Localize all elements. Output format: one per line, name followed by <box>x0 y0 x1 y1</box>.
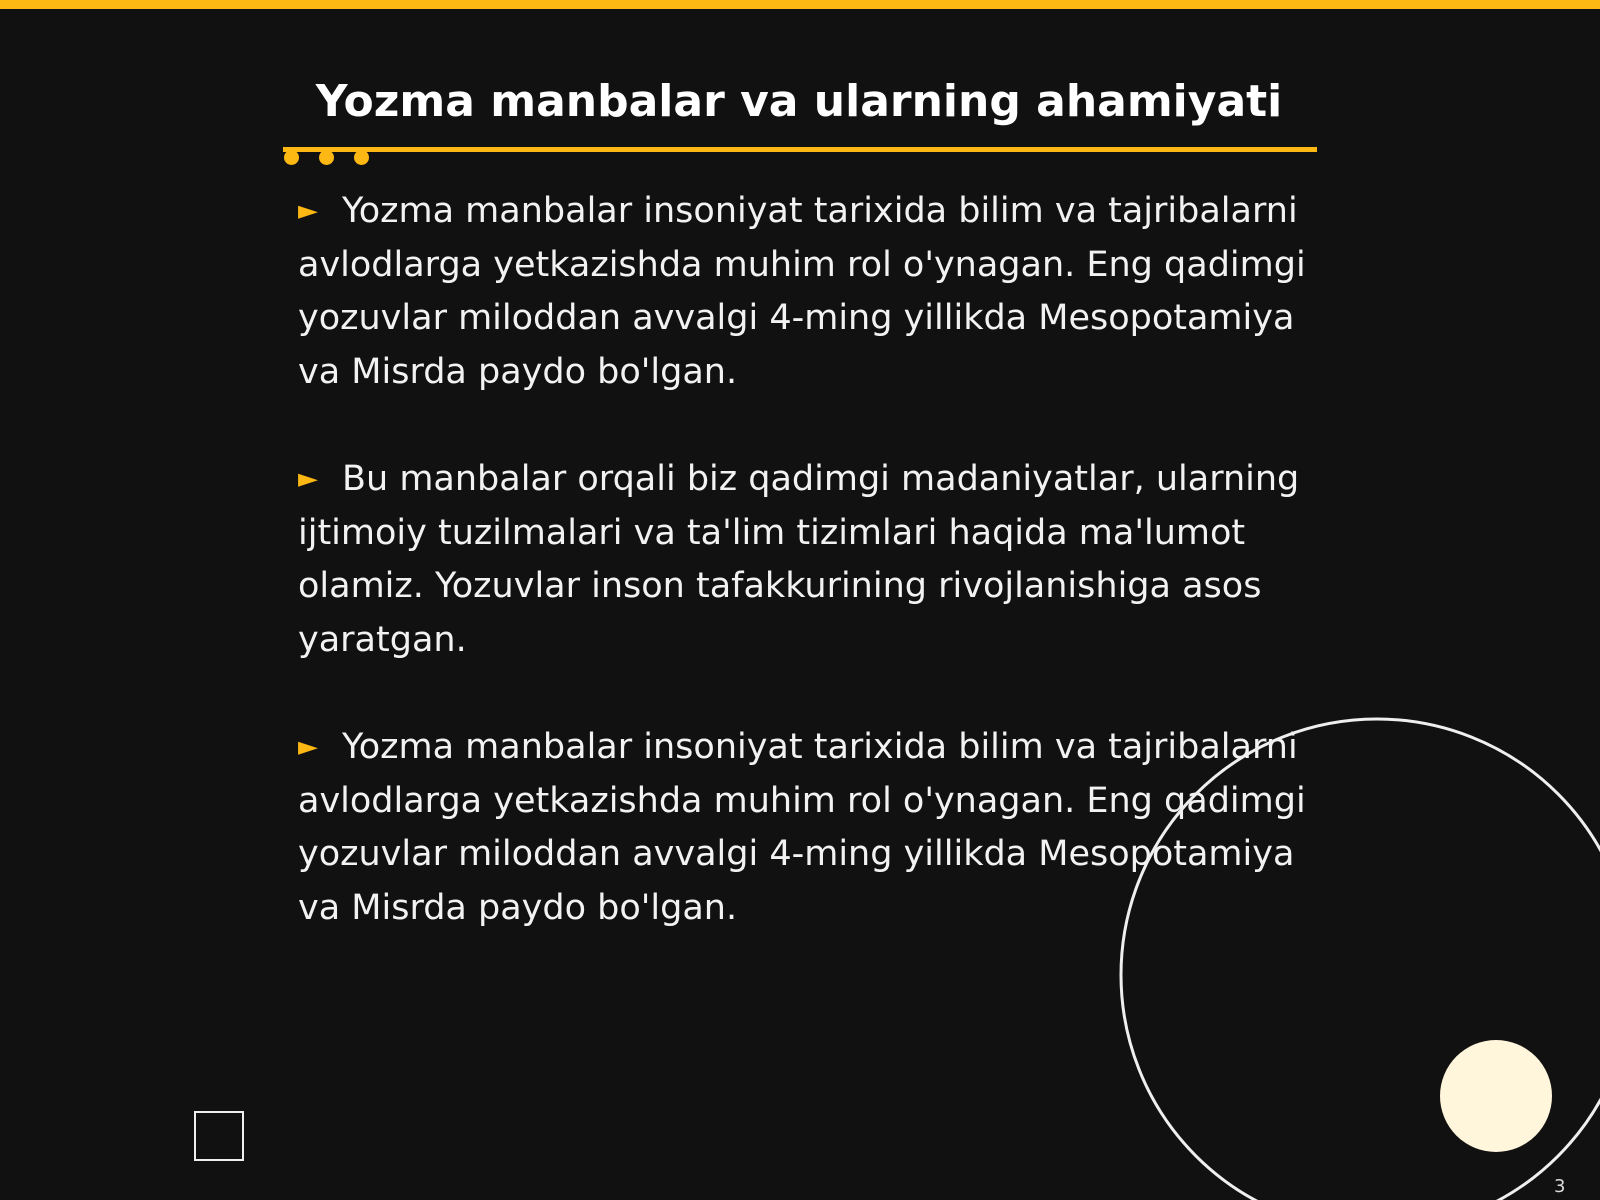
bullet-text: Yozma manbalar insoniyat tarixida bilim va tajribalarni avlodlarga yetkazishda muhim rol o'ynagan. Eng qadimgi yozuvlar miloddan avvalgi 4-ming yillikda Mesopotamiya va Misrda paydo bo'lgan. <box>298 191 1306 392</box>
slide-number: 3 <box>1554 1176 1566 1197</box>
bullet-arrow-icon: ► <box>298 196 318 226</box>
bullet-text: Yozma manbalar insoniyat tarixida bilim va tajribalarni avlodlarga yetkazishda muhim rol o'ynagan. Eng qadimgi yozuvlar miloddan avvalgi 4-ming yillikda Mesopotamiya va Misrda paydo bo'lgan. <box>298 727 1306 928</box>
bullet-arrow-icon: ► <box>298 464 318 494</box>
bullet-arrow-icon: ► <box>298 732 318 762</box>
outline-square <box>194 1111 244 1161</box>
filled-circle <box>1440 1040 1552 1152</box>
slide-title: Yozma manbalar va ularning ahamiyati <box>315 76 1283 127</box>
bullet-text: Bu manbalar orqali biz qadimgi madaniyatlar, ularning ijtimoiy tuzilmalari va ta'lim tizimlari haqida ma'lumot olamiz. Yozuvlar inson tafakkurining rivojlanishiga asos yaratgan. <box>298 459 1300 660</box>
